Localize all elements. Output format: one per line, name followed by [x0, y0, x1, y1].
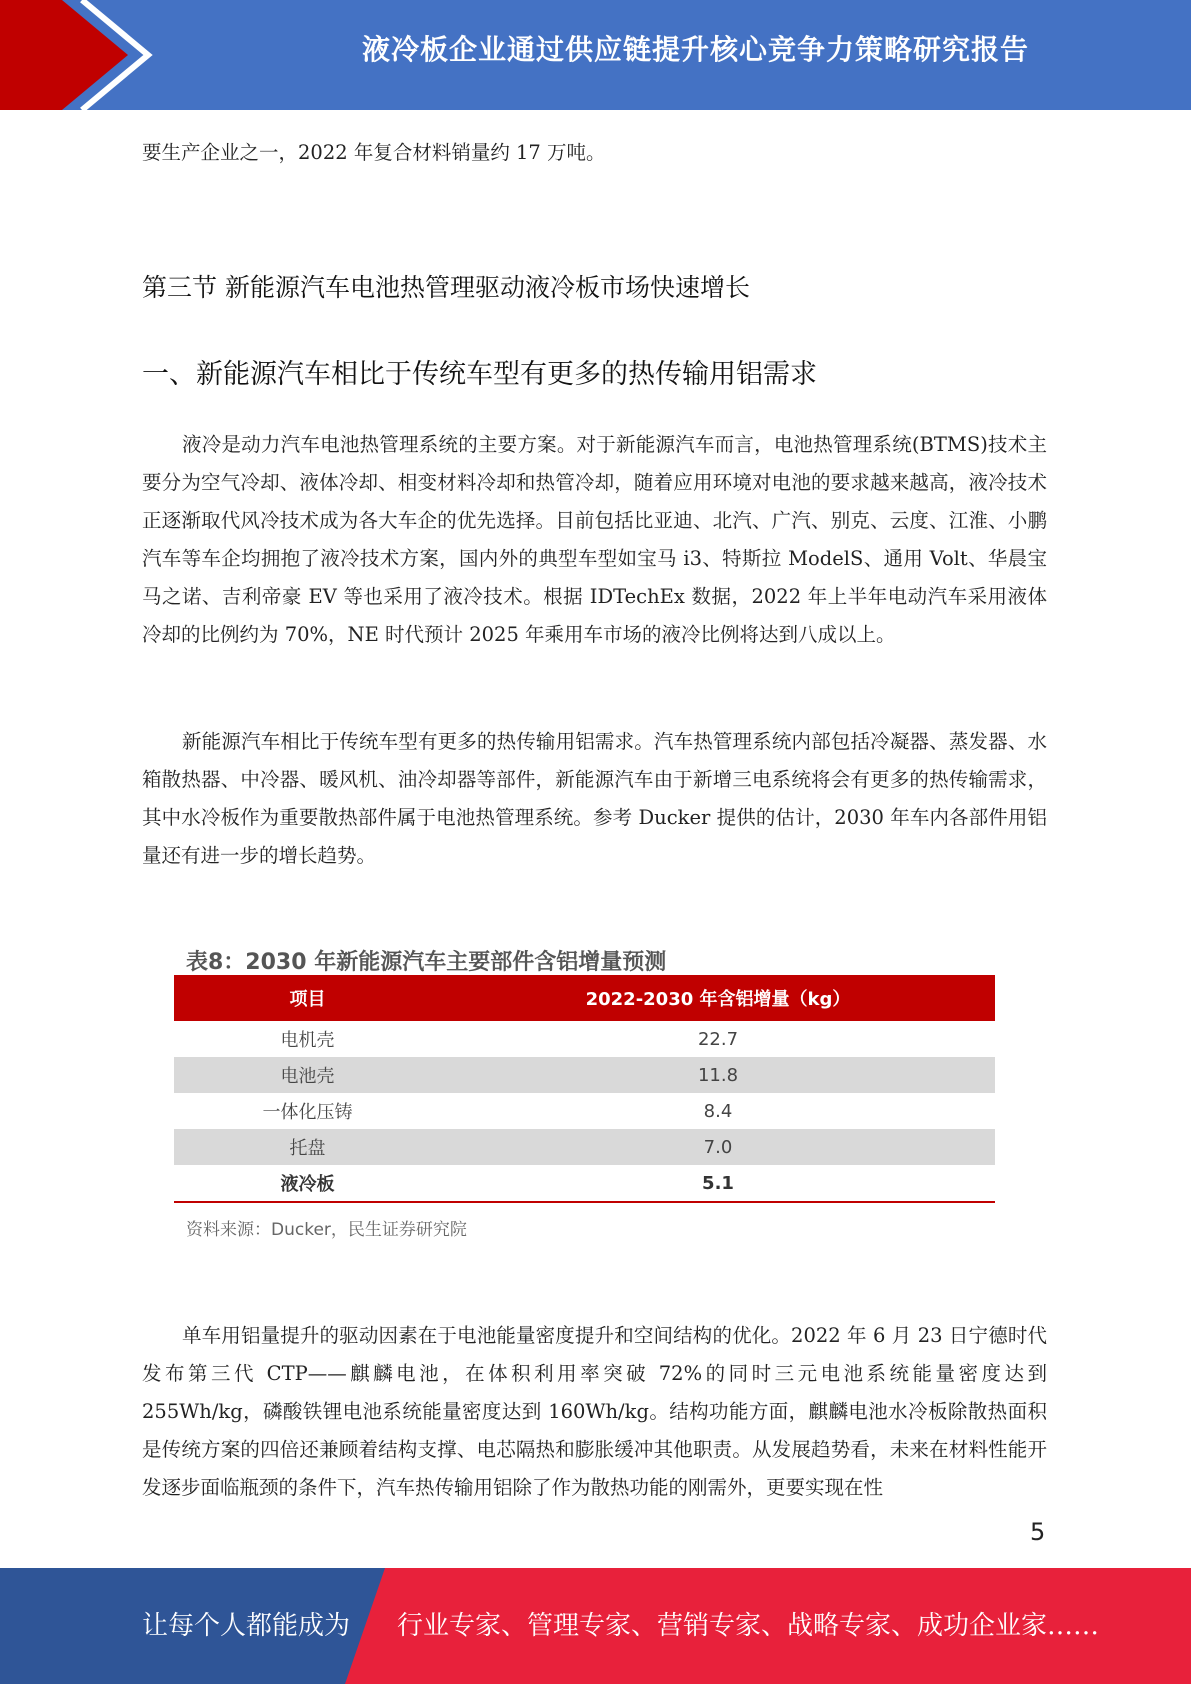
footer-slogan-right: 行业专家、管理专家、营销专家、战略专家、成功企业家……	[397, 1611, 1100, 1641]
table-cell-value: 22.7	[697, 1028, 739, 1050]
paragraph-drivers: 单车用铝量提升的驱动因素在于电池能量密度提升和空间结构的优化。2022 年 6 月 23 日宁德时代发布第三代 CTP——麒麟电池，在体积利用率突破 72%的同时三元电池系统能量密度达到 255Wh/kg，磷酸铁锂电池系统能量密度达到 160Wh/kg。结构功能方面，麒麟电池水冷板除散热面积是传统方案的四倍还兼顾着结构支撑、电芯隔热和膨胀缓冲其他职责。从发展趋势看，未来在材料性能开发逐步面临瓶颈的条件下，汽车热传输用铝除了作为散热功能的刚需外，更要实现在性	[142, 1324, 1047, 1499]
table-row	[174, 1093, 995, 1129]
table-cell-item: 一体化压铸	[262, 1102, 353, 1123]
table-cell-value: 5.1	[441, 1165, 995, 1202]
table-row	[174, 1021, 995, 1057]
paragraph-continued: 要生产企业之一，2022 年复合材料销量约 17 万吨。	[142, 141, 606, 164]
table-row	[174, 1165, 995, 1202]
header-arrow-decoration	[0, 0, 200, 110]
footer-slogan-left: 让每个人都能成为	[142, 1611, 351, 1641]
column-header-item: 项目	[174, 975, 441, 1021]
table-source: 资料来源：Ducker，民生证券研究院	[186, 1220, 467, 1240]
page-footer	[0, 1568, 1191, 1684]
aluminum-increment-table	[174, 975, 995, 1203]
table-cell-item: 电池壳	[174, 1057, 441, 1093]
table-header-row	[174, 975, 995, 1021]
table-row	[174, 1057, 995, 1093]
table-cell-value: 8.4	[703, 1100, 733, 1122]
page-number: 5	[1030, 1518, 1046, 1546]
subsection-heading: 一、新能源汽车相比于传统车型有更多的热传输用铝需求	[142, 359, 817, 390]
table-cell-item: 液冷板	[174, 1165, 441, 1202]
table-row	[174, 1129, 995, 1165]
table-cell-value: 7.0	[441, 1129, 995, 1165]
table-cell-item: 电机壳	[280, 1030, 335, 1051]
paragraph-aluminum-demand: 新能源汽车相比于传统车型有更多的热传输用铝需求。汽车热管理系统内部包括冷凝器、蒸发器、水箱散热器、中冷器、暖风机、油冷却器等部件，新能源汽车由于新增三电系统将会有更多的热传输需求，其中水冷板作为重要散热部件属于电池热管理系统。参考 Ducker 提供的估计，2030 年车内各部件用铝量还有进一步的增长趋势。	[142, 730, 1047, 867]
paragraph-liquid-cooling: 液冷是动力汽车电池热管理系统的主要方案。对于新能源汽车而言，电池热管理系统(BTMS)技术主要分为空气冷却、液体冷却、相变材料冷却和热管冷却，随着应用环境对电池的要求越来越高，液冷技术正逐渐取代风冷技术成为各大车企的优先选择。目前包括比亚迪、北汽、广汽、别克、云度、江淮、小鹏汽车等车企均拥抱了液冷技术方案，国内外的典型车型如宝马 i3、特斯拉 ModelS、通用 Volt、华晨宝马之诺、吉利帝豪 EV 等也采用了液冷技术。根据 IDTechEx 数据，2022 年上半年电动汽车采用液体冷却的比例约为 70%，NE 时代预计 2025 年乘用车市场的液冷比例将达到八成以上。	[142, 433, 1047, 646]
table-caption: 表8：2030 年新能源汽车主要部件含铝增量预测	[186, 950, 667, 975]
table-cell-value: 11.8	[441, 1057, 995, 1093]
column-header-increment: 2022-2030 年含铝增量（kg）	[441, 975, 995, 1021]
table-cell-item: 托盘	[174, 1129, 441, 1165]
report-title: 液冷板企业通过供应链提升核心竞争力策略研究报告	[361, 33, 1029, 66]
page-header	[0, 0, 1191, 110]
section-heading: 第三节 新能源汽车电池热管理驱动液冷板市场快速增长	[142, 273, 750, 302]
